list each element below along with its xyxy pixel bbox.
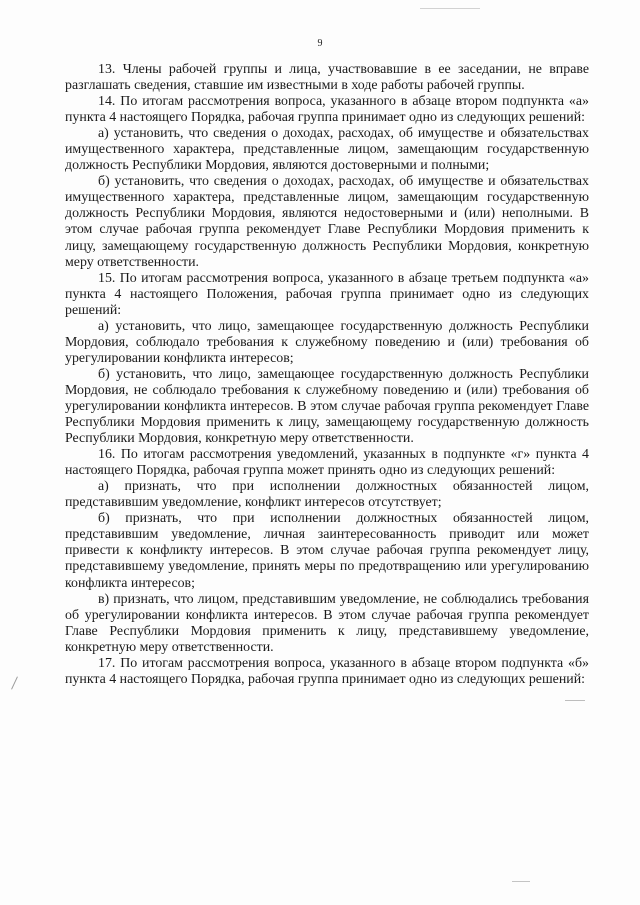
- paragraph-14-a: а) установить, что сведения о доходах, расходах, об имуществе и обязательствах имущественного характера, представленные лицом, замещающим государственную должность Республики Мордовия, являются достоверными и полными;: [65, 126, 589, 174]
- paragraph-15-a: а) установить, что лицо, замещающее государственную должность Республики Мордовия, соблюдало требования к служебному поведению и (или) требования об урегулировании конфликта интересов;: [65, 318, 589, 366]
- paragraph-17: 17. По итогам рассмотрения вопроса, указанного в абзаце втором подпункта «б» пункта 4 настоящего Порядка, рабочая группа принимает одно из следующих решений:: [65, 655, 589, 687]
- paragraph-16: 16. По итогам рассмотрения уведомлений, указанных в подпункте «г» пункта 4 настоящего Порядка, рабочая группа может принять одно из следующих решений:: [65, 447, 589, 479]
- scan-mark-left: [11, 676, 18, 689]
- paragraph-14-b: б) установить, что сведения о доходах, расходах, об имуществе и обязательствах имущественного характера, представленные лицом, замещающим государственную должность Республики Мордовия, являются недостоверными и (или) неполными. В этом случае рабочая группа рекомендует Главе Республики Мордовия применить к лицу, замещающему государственную должность Республики Мордовия, конкретную меру ответственности.: [65, 174, 589, 270]
- paragraph-15: 15. По итогам рассмотрения вопроса, указанного в абзаце третьем подпункта «а» пункта 4 настоящего Положения, рабочая группа принимает одно из следующих решений:: [65, 270, 589, 318]
- paragraph-16-v: в) признать, что лицом, представившим уведомление, не соблюдались требования об урегулировании конфликта интересов. В этом случае рабочая группа рекомендует Главе Республики Мордовия применить к лицу, представившему уведомление, конкретную меру ответственности.: [65, 591, 589, 655]
- paragraph-16-a: а) признать, что при исполнении должностных обязанностей лицом, представившим уведомление, конфликт интересов отсутствует;: [65, 479, 589, 511]
- page-number: 9: [317, 38, 323, 49]
- document-body: [65, 62, 589, 688]
- scan-mark-right: [565, 700, 585, 701]
- paragraph-16-b: б) признать, что при исполнении должностных обязанностей лицом, представившим уведомление, личная заинтересованность приводит или может привести к конфликту интересов. В этом случае рабочая группа рекомендует лицу, представившему уведомление, принять меры по предотвращению или урегулированию конфликта интересов;: [65, 511, 589, 591]
- scan-mark-top: [420, 8, 480, 9]
- paragraph-15-b: б) установить, что лицо, замещающее государственную должность Республики Мордовия, не соблюдало требования к служебному поведению и (или) требования об урегулировании конфликта интересов. В этом случае рабочая группа рекомендует Главе Республики Мордовия применить к лицу, замещающему государственную должность Республики Мордовия, конкретную меру ответственности.: [65, 366, 589, 447]
- paragraph-13: 13. Члены рабочей группы и лица, участвовавшие в ее заседании, не вправе разглашать сведения, ставшие им известными в ходе работы рабочей группы.: [65, 62, 589, 94]
- paragraph-14: 14. По итогам рассмотрения вопроса, указанного в абзаце втором подпункта «а» пункта 4 настоящего Порядка, рабочая группа принимает одно из следующих решений:: [65, 94, 589, 126]
- scan-mark-bottom: [512, 881, 530, 882]
